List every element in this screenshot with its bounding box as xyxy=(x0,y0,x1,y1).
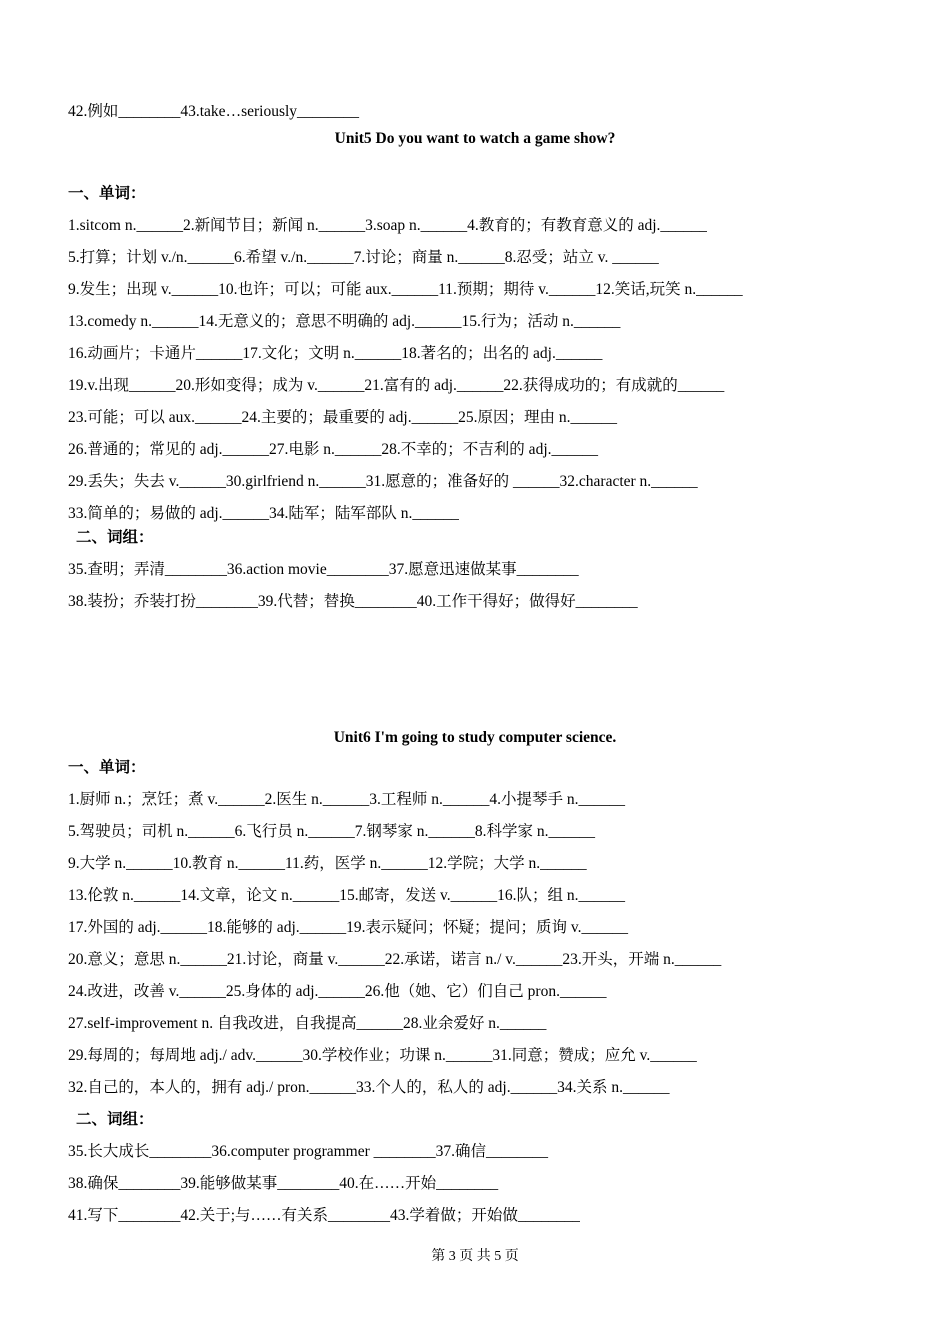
continued-phrase-line: 42.例如________43.take…seriously________ xyxy=(68,103,360,120)
unit6-word-line: 9.大学 n.______10.教育 n.______11.药，医学 n.______12.学院；大学 n.______ xyxy=(68,855,587,872)
unit6-word-line: 32.自己的，本人的，拥有 adj./ pron.______33.个人的，私人的 adj.______34.关系 n.______ xyxy=(68,1079,670,1096)
unit6-word-line: 20.意义；意思 n.______21.讨论，商量 v.______22.承诺，诺言 n./ v.______23.开头，开端 n.______ xyxy=(68,951,722,968)
unit5-word-line: 23.可能；可以 aux.______24.主要的；最重要的 adj.______25.原因；理由 n.______ xyxy=(68,409,617,426)
unit5-phrase-line: 38.装扮；乔装打扮________39.代替；替换________40.工作干得好；做得好________ xyxy=(68,593,638,610)
unit5-word-line: 26.普通的；常见的 adj.______27.电影 n.______28.不幸的；不吉利的 adj.______ xyxy=(68,441,598,458)
unit6-words-heading: 一、单词： xyxy=(68,759,146,776)
unit5-word-line: 16.动画片；卡通片______17.文化；文明 n.______18.著名的；出名的 adj.______ xyxy=(68,345,603,362)
unit5-word-line: 1.sitcom n.______2.新闻节目；新闻 n.______3.soap n.______4.教育的；有教育意义的 adj.______ xyxy=(68,217,707,234)
unit5-word-line: 5.打算；计划 v./n.______6.希望 v./n.______7.讨论；商量 n.______8.忍受；站立 v. ______ xyxy=(68,249,659,266)
page-number-footer: 第 3 页 共 5 页 xyxy=(431,1249,519,1264)
unit5-phrases-heading: 二、词组： xyxy=(76,529,154,546)
unit6-word-line: 5.驾驶员；司机 n.______6.飞行员 n.______7.钢琴家 n.______8.科学家 n.______ xyxy=(68,823,596,840)
unit6-phrase-line: 41.写下________42.关于;与……有关系________43.学着做；开始做________ xyxy=(68,1207,580,1224)
unit6-phrase-line: 38.确保________39.能够做某事________40.在……开始________ xyxy=(68,1175,499,1192)
unit6-word-line: 27.self-improvement n. 自我改进，自我提高______28.业余爱好 n.______ xyxy=(68,1015,547,1032)
unit5-title: Unit5 Do you want to watch a game show? xyxy=(334,130,616,147)
unit6-word-line: 13.伦敦 n.______14.文章，论文 n.______15.邮寄，发送 v.______16.队；组 n.______ xyxy=(68,887,625,904)
unit5-word-line: 9.发生；出现 v.______10.也许；可以；可能 aux.______11.预期；期待 v.______12.笑话,玩笑 n.______ xyxy=(68,281,743,298)
unit6-title: Unit6 I'm going to study computer science. xyxy=(333,729,617,746)
unit6-word-line: 29.每周的；每周地 adj./ adv.______30.学校作业；功课 n.______31.同意；赞成；应允 v.______ xyxy=(68,1047,697,1064)
unit6-word-line: 24.改进，改善 v.______25.身体的 adj.______26.他（她、它）们自己 pron.______ xyxy=(68,983,607,1000)
unit5-word-line: 19.v.出现______20.形如变得；成为 v.______21.富有的 adj.______22.获得成功的；有成就的______ xyxy=(68,377,725,394)
unit6-phrase-line: 35.长大成长________36.computer programmer ________37.确信________ xyxy=(68,1143,549,1160)
unit5-words-heading: 一、单词： xyxy=(68,185,146,202)
unit5-word-line: 29.丢失；失去 v.______30.girlfriend n.______31.愿意的；准备好的 ______32.character n.______ xyxy=(68,473,698,490)
unit5-word-line: 13.comedy n.______14.无意义的；意思不明确的 adj.______15.行为；活动 n.______ xyxy=(68,313,621,330)
unit6-word-line: 1.厨师 n.；烹饪；煮 v.______2.医生 n.______3.工程师 n.______4.小提琴手 n.______ xyxy=(68,791,625,808)
unit6-phrases-heading: 二、词组： xyxy=(76,1111,154,1128)
unit5-word-line: 33.简单的；易做的 adj.______34.陆军；陆军部队 n.______ xyxy=(68,505,459,522)
unit5-phrase-line: 35.查明；弄清________36.action movie________37.愿意迅速做某事________ xyxy=(68,561,579,578)
unit6-word-line: 17.外国的 adj.______18.能够的 adj.______19.表示疑问；怀疑；提问；质询 v.______ xyxy=(68,919,628,936)
